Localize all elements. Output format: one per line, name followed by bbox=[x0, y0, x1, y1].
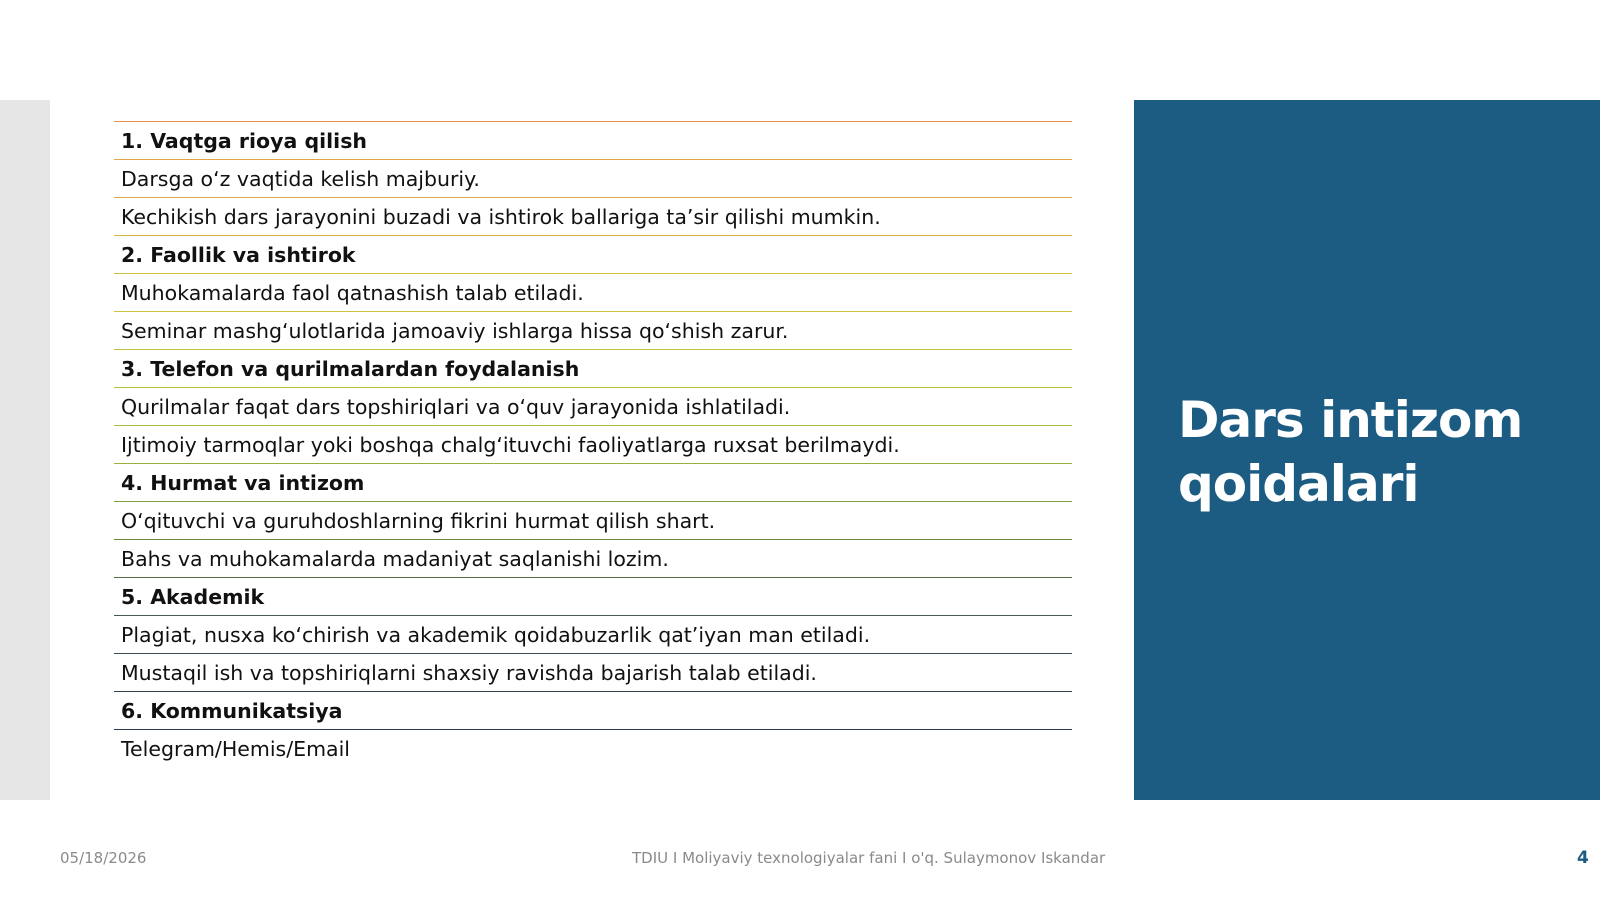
rule-item: Mustaqil ish va topshiriqlarni shaxsiy ravishda bajarish talab etiladi. bbox=[114, 653, 1072, 691]
rule-section-heading: 6. Kommunikatsiya bbox=[114, 691, 1072, 729]
rule-item: O‘qituvchi va guruhdoshlarning fikrini hurmat qilish shart. bbox=[114, 501, 1072, 539]
rule-item: Muhokamalarda faol qatnashish talab etiladi. bbox=[114, 273, 1072, 311]
title-panel bbox=[1134, 100, 1600, 800]
rule-item: Telegram/Hemis/Email bbox=[114, 729, 1072, 767]
rule-item: Bahs va muhokamalarda madaniyat saqlanishi lozim. bbox=[114, 539, 1072, 577]
rule-item: Qurilmalar faqat dars topshiriqlari va o‘quv jarayonida ishlatiladi. bbox=[114, 387, 1072, 425]
rule-item: Seminar mashg‘ulotlarida jamoaviy ishlarga hissa qo‘shish zarur. bbox=[114, 311, 1072, 349]
rule-item: Kechikish dars jarayonini buzadi va ishtirok ballariga ta’sir qilishi mumkin. bbox=[114, 197, 1072, 235]
page-number: 4 bbox=[1577, 848, 1589, 868]
rule-section-heading: 5. Akademik bbox=[114, 577, 1072, 615]
footer-date: 05/18/2026 bbox=[60, 849, 147, 867]
rules-list bbox=[114, 121, 1072, 767]
left-decorative-strip bbox=[0, 100, 50, 800]
rule-section-heading: 4. Hurmat va intizom bbox=[114, 463, 1072, 501]
footer-center-text: TDIU I Moliyaviy texnologiyalar fani I o'q. Sulaymonov Iskandar bbox=[632, 849, 1106, 867]
rule-item: Ijtimoiy tarmoqlar yoki boshqa chalg‘ituvchi faoliyatlarga ruxsat berilmaydi. bbox=[114, 425, 1072, 463]
rule-section-heading: 2. Faollik va ishtirok bbox=[114, 235, 1072, 273]
slide-title: Dars intizom qoidalari bbox=[1178, 391, 1523, 513]
rule-section-heading: 1. Vaqtga rioya qilish bbox=[114, 121, 1072, 159]
rule-section-heading: 3. Telefon va qurilmalardan foydalanish bbox=[114, 349, 1072, 387]
rule-item: Plagiat, nusxa ko‘chirish va akademik qoidabuzarlik qat’iyan man etiladi. bbox=[114, 615, 1072, 653]
rule-item: Darsga o‘z vaqtida kelish majburiy. bbox=[114, 159, 1072, 197]
